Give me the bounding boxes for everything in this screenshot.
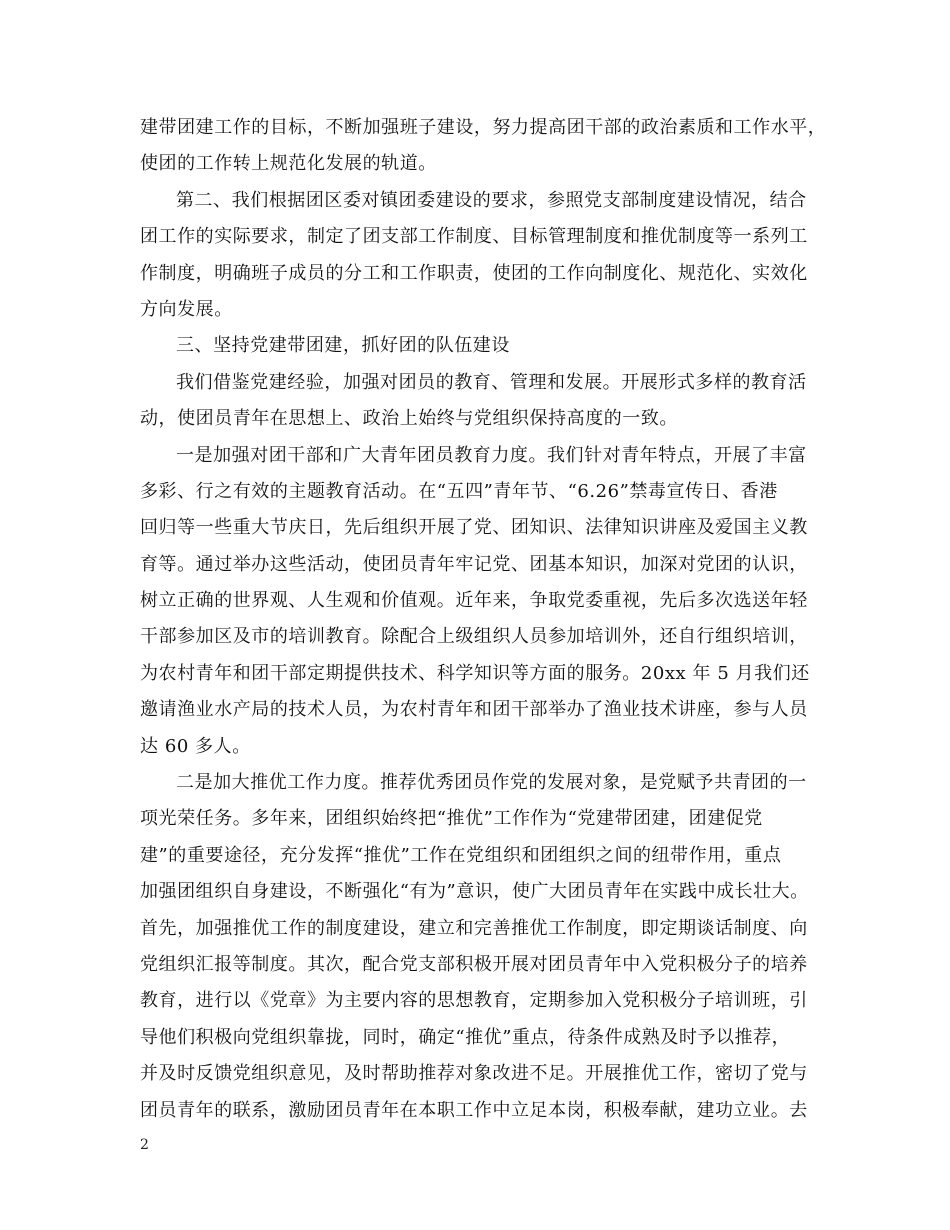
text-line: 加强团组织自身建设，不断强化“有为”意识，使广大团员青年在实践中成长壮大。 (140, 881, 809, 903)
text-line: 一是加强对团干部和广大青年团员教育力度。我们针对青年特点，开展了丰富 (176, 444, 807, 466)
text-line: 项光荣任务。多年来，团组织始终把“推优”工作作为“党建带团建，团建促党 (140, 808, 763, 830)
text-line: 达 60 多人。 (140, 735, 251, 757)
text-line: 二是加大推优工作力度。推荐优秀团员作党的发展对象，是党赋予共青团的一 (176, 772, 807, 794)
text-line: 教育，进行以《党章》为主要内容的思想教育，定期参加入党积极分子培训班，引 (140, 990, 808, 1012)
text-line: 多彩、行之有效的主题教育活动。在“五四”青年节、“6.26”禁毒宣传日、香港 (140, 480, 778, 502)
text-line: 第二、我们根据团区委对镇团委建设的要求，参照党支部制度建设情况，结合 (176, 189, 807, 211)
text-line: 并及时反馈党组织意见，及时帮助推荐对象改进不足。开展推优工作，密切了党与 (140, 1063, 808, 1085)
text-line: 团员青年的联系，激励团员青年在本职工作中立足本岗，积极奉献，建功立业。去 (140, 1099, 808, 1121)
text-line: 育等。通过举办这些活动，使团员青年牢记党、团基本知识，加深对党团的认识， (140, 553, 808, 575)
text-line: 导他们积极向党组织靠拢，同时，确定“推优”重点，待条件成熟及时予以推荐， (140, 1026, 791, 1048)
text-line: 回归等一些重大节庆日，先后组织开展了党、团知识、法律知识讲座及爱国主义教 (140, 517, 808, 539)
text-line: 方向发展。 (140, 298, 233, 320)
text-line: 团工作的实际要求，制定了团支部工作制度、目标管理制度和推优制度等一系列工 (140, 226, 808, 248)
text-line: 作制度，明确班子成员的分工和工作职责，使团的工作向制度化、规范化、实效化 (140, 262, 808, 284)
text-line: 树立正确的世界观、人生观和价值观。近年来，争取党委重视，先后多次选送年轻 (140, 590, 808, 612)
text-line: 干部参加区及市的培训教育。除配合上级组织人员参加培训外，还自行组织培训， (140, 626, 808, 648)
text-line: 建”的重要途径，充分发挥“推优”工作在党组织和团组织之间的纽带作用，重点 (140, 844, 782, 866)
text-line: 建带团建工作的目标，不断加强班子建设，努力提高团干部的政治素质和工作水平， (140, 117, 827, 138)
text-line: 使团的工作转上规范化发展的轨道。 (140, 153, 437, 175)
text-line: 邀请渔业水产局的技术人员，为农村青年和团干部举办了渔业技术讲座，参与人员 (140, 699, 808, 721)
document-body (140, 110, 840, 1129)
text-line: 首先，加强推优工作的制度建设，建立和完善推优工作制度，即定期谈话制度、向 (140, 917, 808, 939)
text-line: 我们借鉴党建经验，加强对团员的教育、管理和发展。开展形式多样的教育活 (176, 371, 807, 393)
text-line: 动，使团员青年在思想上、政治上始终与党组织保持高度的一致。 (140, 408, 678, 430)
page-number: 2 (140, 1137, 149, 1153)
text-line: 为农村青年和团干部定期提供技术、科学知识等方面的服务。20xx 年 5 月我们还 (140, 662, 810, 684)
text-line: 党组织汇报等制度。其次，配合党支部积极开展对团员青年中入党积极分子的培养 (140, 953, 808, 975)
text-line: 三、坚持党建带团建，抓好团的队伍建设 (176, 335, 510, 357)
